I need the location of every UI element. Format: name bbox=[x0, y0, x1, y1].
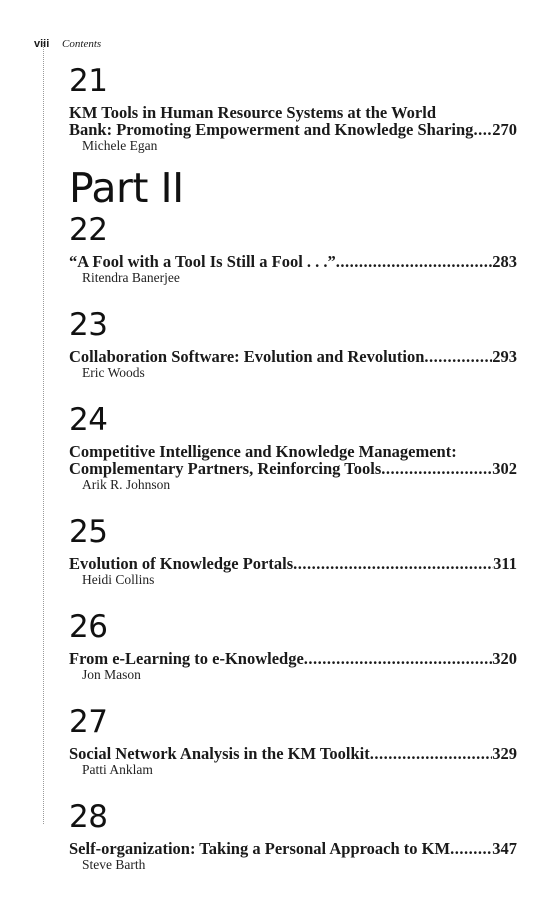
chapter-title-row[interactable] bbox=[69, 121, 517, 138]
toc-entry bbox=[69, 213, 517, 285]
chapter-author: Arik R. Johnson bbox=[82, 477, 171, 492]
chapter-title-row[interactable] bbox=[69, 840, 517, 857]
toc-entry bbox=[69, 515, 517, 587]
dot-leader bbox=[424, 348, 492, 365]
running-head-section: Contents bbox=[62, 38, 102, 50]
chapter-author: Ritendra Banerjee bbox=[82, 270, 180, 285]
chapter-number: 24 bbox=[69, 402, 108, 438]
chapter-number: 26 bbox=[69, 609, 108, 645]
chapter-title-row[interactable] bbox=[69, 650, 517, 667]
dot-leader bbox=[336, 253, 492, 270]
chapter-title-line1: KM Tools in Human Resource Systems at the World bbox=[69, 103, 437, 122]
dot-leader bbox=[473, 121, 492, 138]
margin-dotted-rule bbox=[43, 42, 44, 824]
running-head bbox=[34, 38, 101, 50]
chapter-title: Complementary Partners, Reinforcing Tools bbox=[69, 459, 382, 478]
toc-entry bbox=[69, 64, 517, 153]
toc-entry bbox=[69, 800, 517, 872]
page-number: 293 bbox=[492, 347, 517, 366]
dot-leader bbox=[381, 460, 492, 477]
chapter-title: Collaboration Software: Evolution and Revolution bbox=[69, 347, 425, 366]
dot-leader bbox=[370, 745, 493, 762]
chapter-title-row[interactable] bbox=[69, 460, 517, 477]
page-number: 320 bbox=[492, 649, 517, 668]
chapter-number: 28 bbox=[69, 799, 108, 835]
chapter-author: Patti Anklam bbox=[82, 762, 153, 777]
chapter-title-row[interactable] bbox=[69, 555, 517, 572]
chapter-author: Jon Mason bbox=[82, 667, 141, 682]
chapter-title: Self-organization: Taking a Personal Approach to KM bbox=[69, 839, 451, 858]
entry-spacer bbox=[69, 682, 517, 705]
part-heading: Part II bbox=[69, 164, 184, 212]
chapter-author: Eric Woods bbox=[82, 365, 145, 380]
dot-leader bbox=[450, 840, 492, 857]
page-number: 329 bbox=[492, 744, 517, 763]
chapter-number: 25 bbox=[69, 514, 108, 550]
chapter-title-row[interactable] bbox=[69, 253, 517, 270]
chapter-title: Bank: Promoting Empowerment and Knowledge Sharing bbox=[69, 120, 474, 139]
chapter-title-line1: Competitive Intelligence and Knowledge Management: bbox=[69, 442, 457, 461]
entry-spacer bbox=[69, 587, 517, 610]
chapter-title-row[interactable] bbox=[69, 348, 517, 365]
entry-spacer bbox=[69, 492, 517, 515]
chapter-number: 23 bbox=[69, 307, 108, 343]
chapter-title-row[interactable] bbox=[69, 745, 517, 762]
chapter-title: Social Network Analysis in the KM Toolkit bbox=[69, 744, 370, 763]
page-number: 283 bbox=[492, 252, 517, 271]
page-folio: viii bbox=[34, 38, 50, 50]
entry-spacer bbox=[69, 380, 517, 403]
table-of-contents bbox=[69, 64, 517, 872]
toc-entry bbox=[69, 610, 517, 682]
toc-entry bbox=[69, 403, 517, 492]
dot-leader bbox=[293, 555, 493, 572]
chapter-author: Heidi Collins bbox=[82, 572, 155, 587]
page-number: 270 bbox=[492, 120, 517, 139]
chapter-author: Michele Egan bbox=[82, 138, 158, 153]
toc-entry bbox=[69, 308, 517, 380]
toc-entry bbox=[69, 705, 517, 777]
chapter-author: Steve Barth bbox=[82, 857, 146, 872]
chapter-title: “A Fool with a Tool Is Still a Fool . . .” bbox=[69, 252, 336, 271]
chapter-title: From e-Learning to e-Knowledge bbox=[69, 649, 304, 668]
chapter-number: 21 bbox=[69, 63, 108, 99]
dot-leader bbox=[304, 650, 492, 667]
page-number: 311 bbox=[493, 554, 517, 573]
entry-spacer bbox=[69, 777, 517, 800]
chapter-number: 27 bbox=[69, 704, 108, 740]
entry-spacer bbox=[69, 285, 517, 308]
page-number: 347 bbox=[492, 839, 517, 858]
page-number: 302 bbox=[492, 459, 517, 478]
chapter-title: Evolution of Knowledge Portals bbox=[69, 554, 294, 573]
chapter-number: 22 bbox=[69, 212, 108, 248]
